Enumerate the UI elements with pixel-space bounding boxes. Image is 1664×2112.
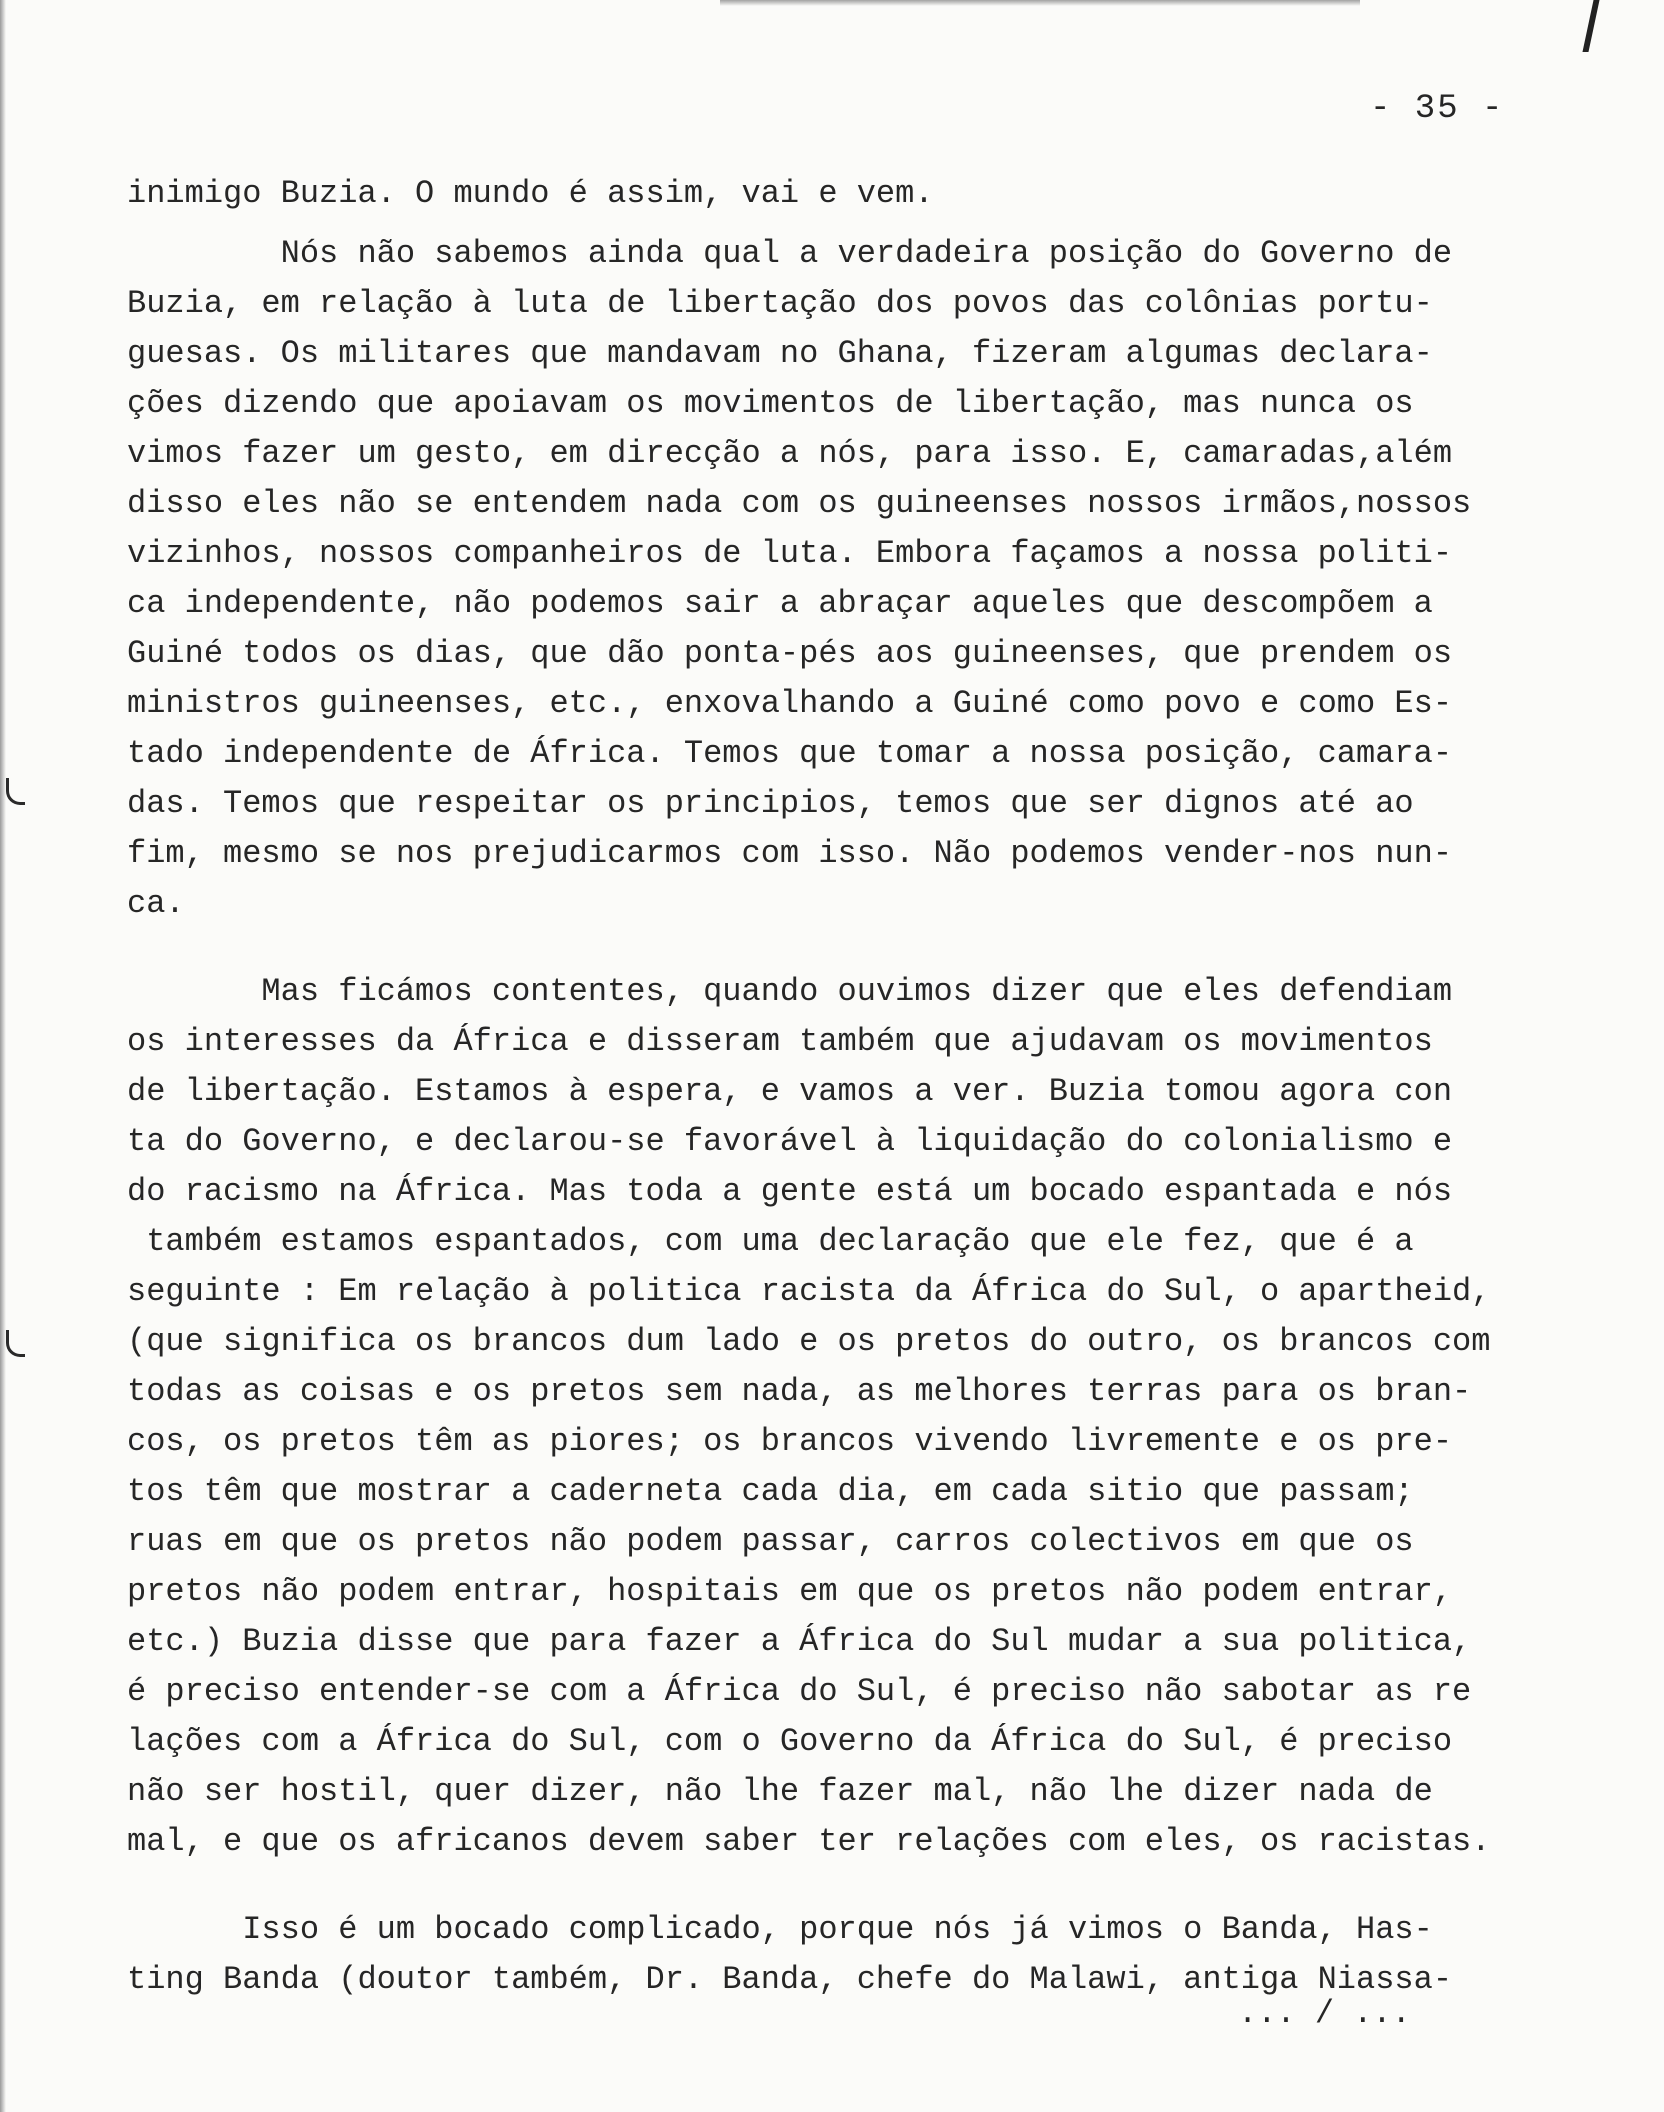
paragraph [127, 1905, 1567, 2005]
text-line: de libertação. Estamos à espera, e vamos a ver. Buzia tomou agora con [127, 1073, 1453, 1110]
text-line: tos têm que mostrar a caderneta cada dia, em cada sitio que passam; [127, 1473, 1414, 1510]
text-line: ca independente, não podemos sair a abraçar aqueles que descompõem a [127, 585, 1433, 622]
text-line: ções dizendo que apoiavam os movimentos de libertação, mas nunca os [127, 385, 1414, 422]
text-line: mal, e que os africanos devem saber ter relações com eles, os racistas. [127, 1823, 1491, 1860]
text-line: do racismo na África. Mas toda a gente está um bocado espantada e nós [127, 1173, 1453, 1210]
text-line: das. Temos que respeitar os principios, temos que ser dignos até ao [127, 785, 1414, 822]
paragraph [127, 169, 1567, 219]
text-line: lações com a África do Sul, com o Governo da África do Sul, é preciso [127, 1723, 1453, 1760]
text-line: fim, mesmo se nos prejudicarmos com isso. Não podemos vender-nos nun- [127, 835, 1453, 872]
text-line: não ser hostil, quer dizer, não lhe fazer mal, não lhe dizer nada de [127, 1773, 1433, 1810]
text-line: guesas. Os militares que mandavam no Ghana, fizeram algumas declara- [127, 335, 1433, 372]
text-line: etc.) Buzia disse que para fazer a África do Sul mudar a sua politica, [127, 1623, 1472, 1660]
text-line: todas as coisas e os pretos sem nada, as melhores terras para os bran- [127, 1373, 1472, 1410]
text-line: Nós não sabemos ainda qual a verdadeira posição do Governo de [127, 235, 1453, 272]
paragraph [127, 229, 1567, 929]
paragraph [127, 967, 1567, 1867]
text-line: seguinte : Em relação à politica racista da África do Sul, o apartheid, [127, 1273, 1491, 1310]
corner-ink-mark [1582, 0, 1599, 52]
text-line: Buzia, em relação à luta de libertação dos povos das colônias portu- [127, 285, 1433, 322]
continuation-marker: ... / ... [1238, 1995, 1411, 2032]
text-line: é preciso entender-se com a África do Sul, é preciso não sabotar as re [127, 1673, 1472, 1710]
text-line: Isso é um bocado complicado, porque nós já vimos o Banda, Has- [127, 1911, 1433, 1948]
text-line: também estamos espantados, com uma declaração que ele fez, que é a [127, 1223, 1414, 1260]
text-line: pretos não podem entrar, hospitais em que os pretos não podem entrar, [127, 1573, 1453, 1610]
margin-bracket-mark [6, 1330, 25, 1357]
text-line: Guiné todos os dias, que dão ponta-pés aos guineenses, que prendem os [127, 635, 1453, 672]
text-line: ruas em que os pretos não podem passar, carros colectivos em que os [127, 1523, 1414, 1560]
margin-bracket-mark [6, 778, 25, 805]
text-line: os interesses da África e disseram também que ajudavam os movimentos [127, 1023, 1433, 1060]
text-line: (que significa os brancos dum lado e os pretos do outro, os brancos com [127, 1323, 1491, 1360]
text-line: cos, os pretos têm as piores; os brancos vivendo livremente e os pre- [127, 1423, 1453, 1460]
text-line: vizinhos, nossos companheiros de luta. Embora façamos a nossa politi- [127, 535, 1453, 572]
text-line: tado independente de África. Temos que tomar a nossa posição, camara- [127, 735, 1453, 772]
page-number: - 35 - [1370, 90, 1505, 128]
document-body [127, 169, 1567, 2005]
text-line: vimos fazer um gesto, em direcção a nós, para isso. E, camaradas,além [127, 435, 1453, 472]
page-edge-shadow [0, 0, 6, 2112]
text-line: inimigo Buzia. O mundo é assim, vai e vem. [127, 175, 934, 212]
text-line: Mas ficámos contentes, quando ouvimos dizer que eles defendiam [127, 973, 1453, 1010]
text-line: ca. [127, 885, 185, 922]
text-line: ting Banda (doutor também, Dr. Banda, chefe do Malawi, antiga Niassa- [127, 1961, 1453, 1998]
text-line: ministros guineenses, etc., enxovalhando a Guiné como povo e como Es- [127, 685, 1453, 722]
text-line: disso eles não se entendem nada com os guineenses nossos irmãos,nossos [127, 485, 1472, 522]
text-line: ta do Governo, e declarou-se favorável à liquidação do colonialismo e [127, 1123, 1453, 1160]
top-edge-smudge [720, 0, 1360, 6]
